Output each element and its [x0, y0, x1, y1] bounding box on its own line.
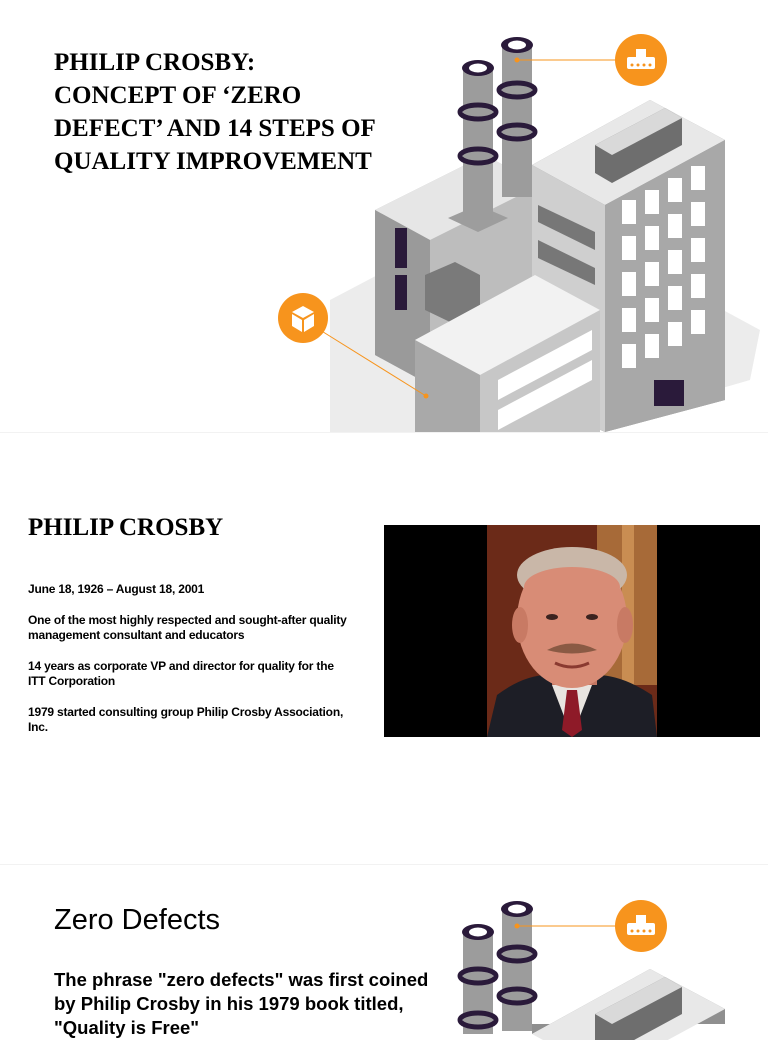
bio-list: [28, 582, 348, 751]
factory-illustration: [270, 864, 768, 1024]
section-title: PHILIP CROSBY: [28, 514, 224, 541]
body-text: The phrase "zero defects" was first coined by Philip Crosby in his 1979 book titled, "Quality is Free": [54, 969, 429, 1038]
section-title: Zero Defects: [54, 904, 220, 936]
slide-title: [0, 0, 768, 432]
bio-consulting-group: 1979 started consulting group Philip Crosby Association, Inc.: [28, 705, 344, 734]
slide-zero-defects: [0, 864, 768, 1038]
box-icon: [278, 293, 328, 343]
factory-illustration: [270, 0, 768, 432]
portrait-photo: [384, 525, 760, 737]
bio-itt-role: 14 years as corporate VP and director for quality for the ITT Corporation: [28, 659, 334, 688]
bio-reputation: One of the most highly respected and sought-after quality management consultant and educators: [28, 613, 347, 642]
factory-machine-icon: [615, 900, 667, 952]
bio-dates: June 18, 1926 – August 18, 2001: [28, 582, 205, 596]
slide-biography: [0, 432, 768, 864]
factory-machine-icon: [615, 34, 667, 86]
page-title: PHILIP CROSBY: CONCEPT OF ‘ZERO DEFECT’ AND 14 STEPS OF QUALITY IMPROVEMENT: [54, 49, 376, 175]
